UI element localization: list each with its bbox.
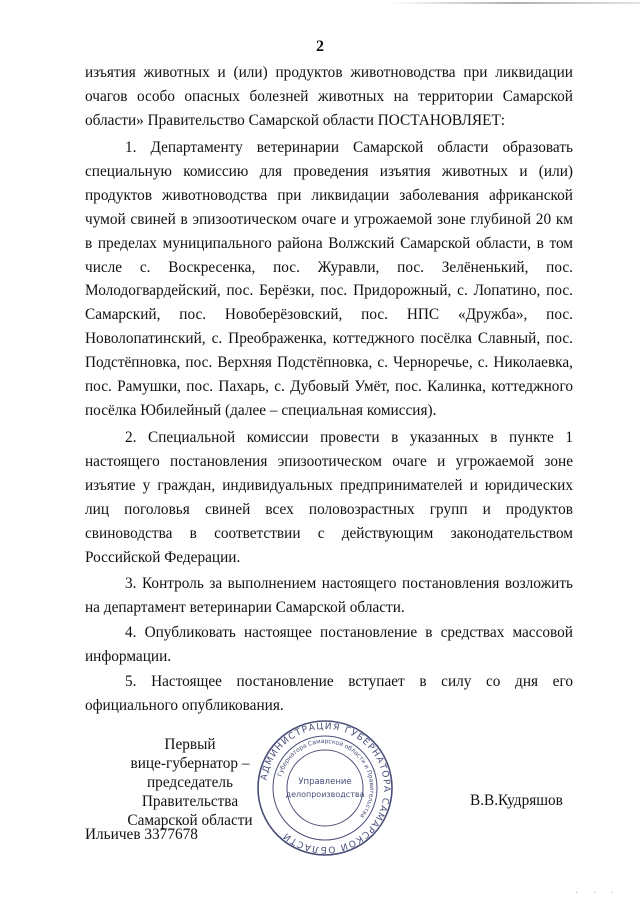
- signatory-title-line4: Самарской области: [127, 812, 253, 829]
- signatory-title-line3: председатель Правительства: [141, 774, 239, 810]
- scan-dots: · · ·: [575, 888, 620, 899]
- item-2-text: 2. Специальной комиссии провести в указанных в пункте 1 настоящего постановления эпизоотическом очаге и угрожаемой зоне изъятие у граждан, индивидуальных предпринимателей и юридических лиц поголовья свиней всех половозрастных групп и продуктов свиноводства в соответствии с действующим законодательством Российской Федерации.: [85, 429, 573, 566]
- item-4: [85, 621, 573, 669]
- intro-paragraph: [85, 61, 573, 133]
- signatory-title: [105, 735, 275, 830]
- item-3: [85, 572, 573, 620]
- author-note: Ильичев 3377678: [85, 826, 198, 843]
- seal-inner-text: Губернатора Самарской области и Правительства: [276, 737, 376, 820]
- official-seal: [255, 718, 395, 858]
- item-2: [85, 426, 573, 569]
- seal-outer-text: АДМИНИСТРАЦИЯ ГУБЕРНАТОРА САМАРСКОЙ ОБЛАСТИ: [259, 721, 392, 855]
- seal-center-line1: Управление: [298, 777, 352, 787]
- item-1-text: 1. Департаменту ветеринарии Самарской области образовать специальную комиссию для проведения изъятия животных и (или) продуктов животноводства при ликвидации заболевания африканской чумой свиней в эпизоотическом очаге и угрожаемой зоне глубиной 20 км в пределах муниципального района Волжский Самарской области, в том числе с. Воскресенка, пос. Журавли, пос. Зелёненький, пос. Молодогвардейский, пос. Берёзки, пос. Придорожный, с. Лопатино, пос. Самарский, пос. Новоберёзовский, пос. НПС «Дружба», пос. Новолопатинский, с. Преображенка, коттеджного посёлка Славный, пос. Подстёпновка, пос. Верхняя Подстёпновка, с. Черноречье, с. Николаевка, пос. Рамушки, пос. Пахарь, с. Дубовый Умёт, пос. Калинка, коттеджного посёлка Юбилейный (далее – специальная комиссия).: [85, 139, 573, 419]
- page-number: 2: [316, 38, 324, 55]
- item-5: [85, 670, 573, 718]
- item-3-text: 3. Контроль за выполнением настоящего постановления возложить на департамент ветеринарии Самарской области.: [85, 575, 573, 616]
- scan-artifact: [390, 2, 640, 4]
- item-5-text: 5. Настоящее постановление вступает в силу со дня его официального опубликования.: [85, 673, 573, 714]
- item-4-text: 4. Опубликовать настоящее постановление в средствах массовой информации.: [85, 624, 573, 665]
- seal-center-line2: делопроизводства: [285, 790, 365, 799]
- signatory-title-line1: Первый: [164, 736, 216, 753]
- signatory-name: В.В.Кудряшов: [470, 792, 563, 809]
- intro-text: изъятия животных и (или) продуктов животноводства при ликвидации очагов особо опасных болезней животных на территории Самарской области» Правительство Самарской области ПОСТАНОВЛЯЕТ:: [85, 64, 573, 129]
- item-1: [85, 136, 573, 423]
- signatory-title-line2: вице-губернатор –: [130, 755, 250, 772]
